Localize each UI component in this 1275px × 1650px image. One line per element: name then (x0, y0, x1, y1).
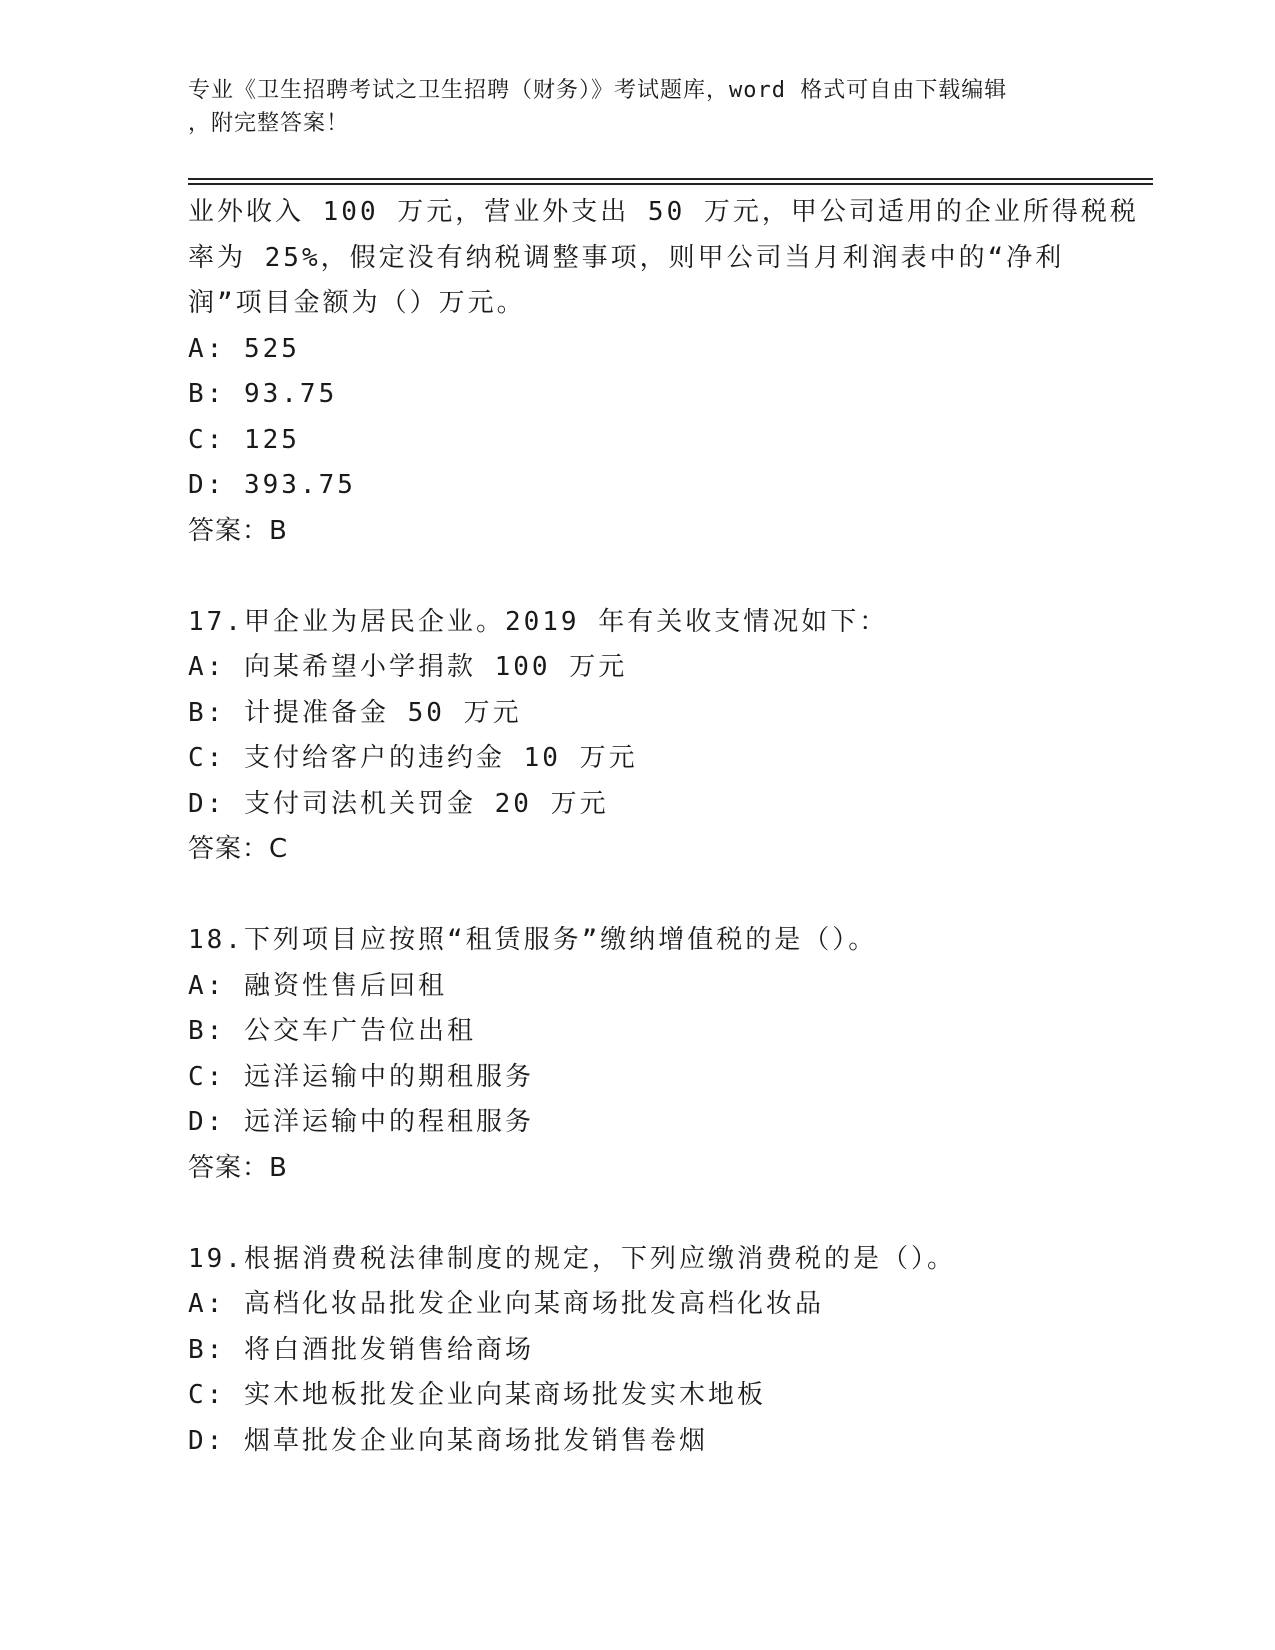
option-b: B: 计提准备金 50 万元 (188, 697, 522, 728)
question-stem-line: 润”项目金额为（）万元。 (188, 288, 526, 318)
document-header (188, 74, 1088, 140)
option-a: A: 融资性售后回租 (188, 970, 447, 1001)
option-b: B: 将白酒批发销售给商场 (188, 1334, 534, 1365)
option-c: C: 实木地板批发企业向某商场批发实木地板 (188, 1380, 766, 1410)
header-divider-bottom (188, 183, 1153, 185)
option-a: A: 向某希望小学捐款 100 万元 (188, 652, 628, 682)
answer-line: 答案：B (188, 515, 288, 546)
option-a: A: 525 (188, 333, 300, 364)
answer-line: 答案：B (188, 1152, 288, 1183)
question-spacer (188, 873, 1088, 919)
option-b: B: 公交车广告位出租 (188, 1016, 476, 1046)
question-stem-line: 业外收入 100 万元，营业外支出 50 万元，甲公司适用的企业所得税税 (188, 197, 1139, 227)
question-19 (188, 1237, 1088, 1465)
header-title-line: 专业《卫生招聘考试之卫生招聘（财务）》考试题库，word 格式可自由下载编辑 (188, 78, 1008, 103)
header-divider-top (188, 178, 1153, 180)
answer-line: 答案：C (188, 834, 289, 864)
option-c: C: 远洋运输中的期租服务 (188, 1061, 534, 1092)
header-subtitle-line: ，附完整答案！ (188, 111, 350, 136)
question-stem-line: 率为 25%，假定没有纳税调整事项，则甲公司当月利润表中的“净利 (188, 242, 1065, 273)
question-spacer (188, 1191, 1088, 1237)
question-18 (188, 918, 1088, 1191)
option-d: D: 393.75 (188, 470, 356, 500)
option-c: C: 125 (188, 424, 300, 455)
option-c: C: 支付给客户的违约金 10 万元 (188, 743, 638, 773)
option-d: D: 烟草批发企业向某商场批发销售卷烟 (188, 1425, 708, 1456)
question-spacer (188, 554, 1088, 600)
option-d: D: 远洋运输中的程租服务 (188, 1107, 534, 1137)
question-stem: 18.下列项目应按照“租赁服务”缴纳增值税的是（）。 (188, 925, 878, 955)
question-16 (188, 190, 1139, 554)
question-list (188, 190, 1139, 1464)
question-17 (188, 600, 1088, 873)
question-stem: 19.根据消费税法律制度的规定，下列应缴消费税的是（）。 (188, 1243, 956, 1274)
option-d: D: 支付司法机关罚金 20 万元 (188, 788, 609, 819)
option-b: B: 93.75 (188, 379, 338, 409)
question-stem: 17.甲企业为居民企业。2019 年有关收支情况如下： (188, 606, 889, 637)
option-a: A: 高档化妆品批发企业向某商场批发高档化妆品 (188, 1289, 824, 1319)
